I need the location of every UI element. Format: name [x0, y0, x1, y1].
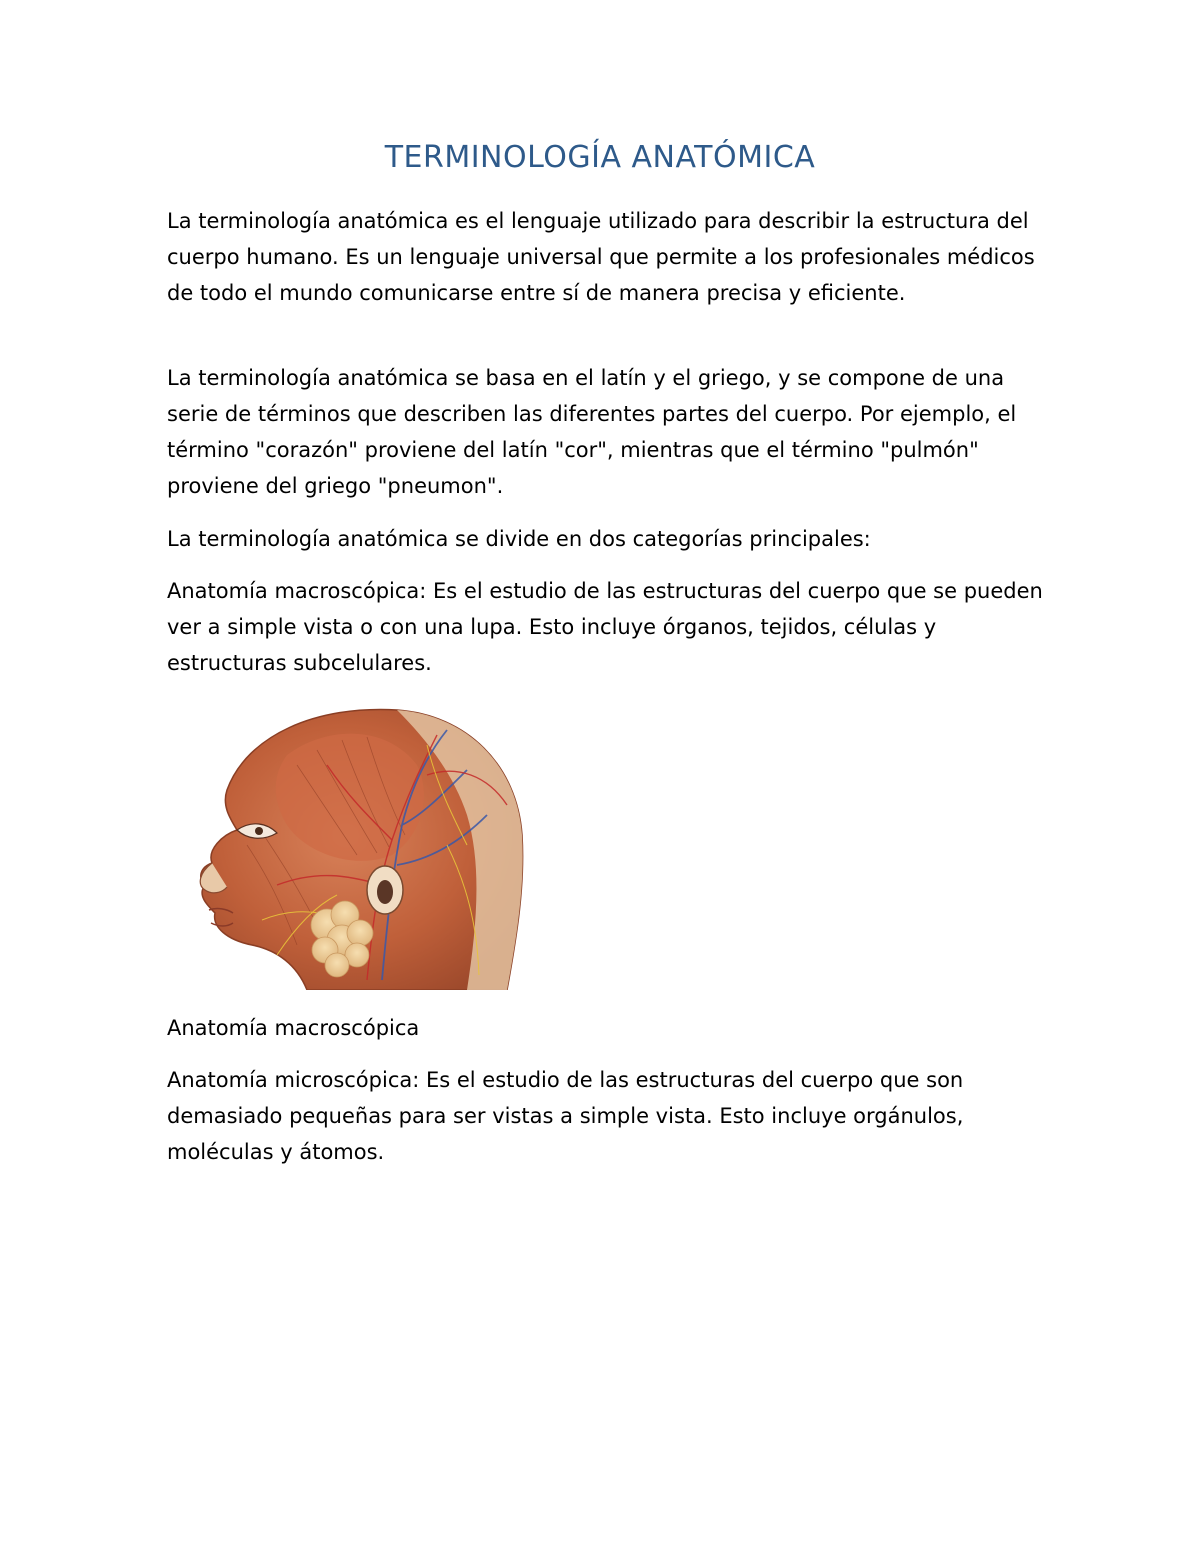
categories-paragraph: La terminología anatómica se divide en dos categorías principales: [167, 527, 871, 551]
document-title: TERMINOLOGÍA ANATÓMICA [384, 140, 816, 175]
origin-paragraph: La terminología anatómica se basa en el latín y el griego, y se compone de una serie de términos que describen las diferentes partes del cuerpo. Por ejemplo, el término "corazón" proviene del latín "cor", mientras que el término "pulmón" proviene del griego "pneumon". [167, 366, 1017, 498]
macroscopic-paragraph: Anatomía macroscópica: Es el estudio de las estructuras del cuerpo que se pueden ver a simple vista o con una lupa. Esto incluye órganos, tejidos, células y estructuras subcelulares. [167, 579, 1043, 675]
microscopic-paragraph: Anatomía microscópica: Es el estudio de las estructuras del cuerpo que son demasiado pequeñas para ser vistas a simple vista. Esto incluye orgánulos, moléculas y átomos. [167, 1068, 964, 1164]
intro-paragraph: La terminología anatómica es el lenguaje utilizado para describir la estructura del cuerpo humano. Es un lenguaje universal que permite a los profesionales médicos de todo el mundo comunicarse entre sí de manera precisa y eficiente. [167, 209, 1035, 305]
head-anatomy-image [167, 695, 542, 990]
figure-caption: Anatomía macroscópica [167, 1016, 420, 1040]
